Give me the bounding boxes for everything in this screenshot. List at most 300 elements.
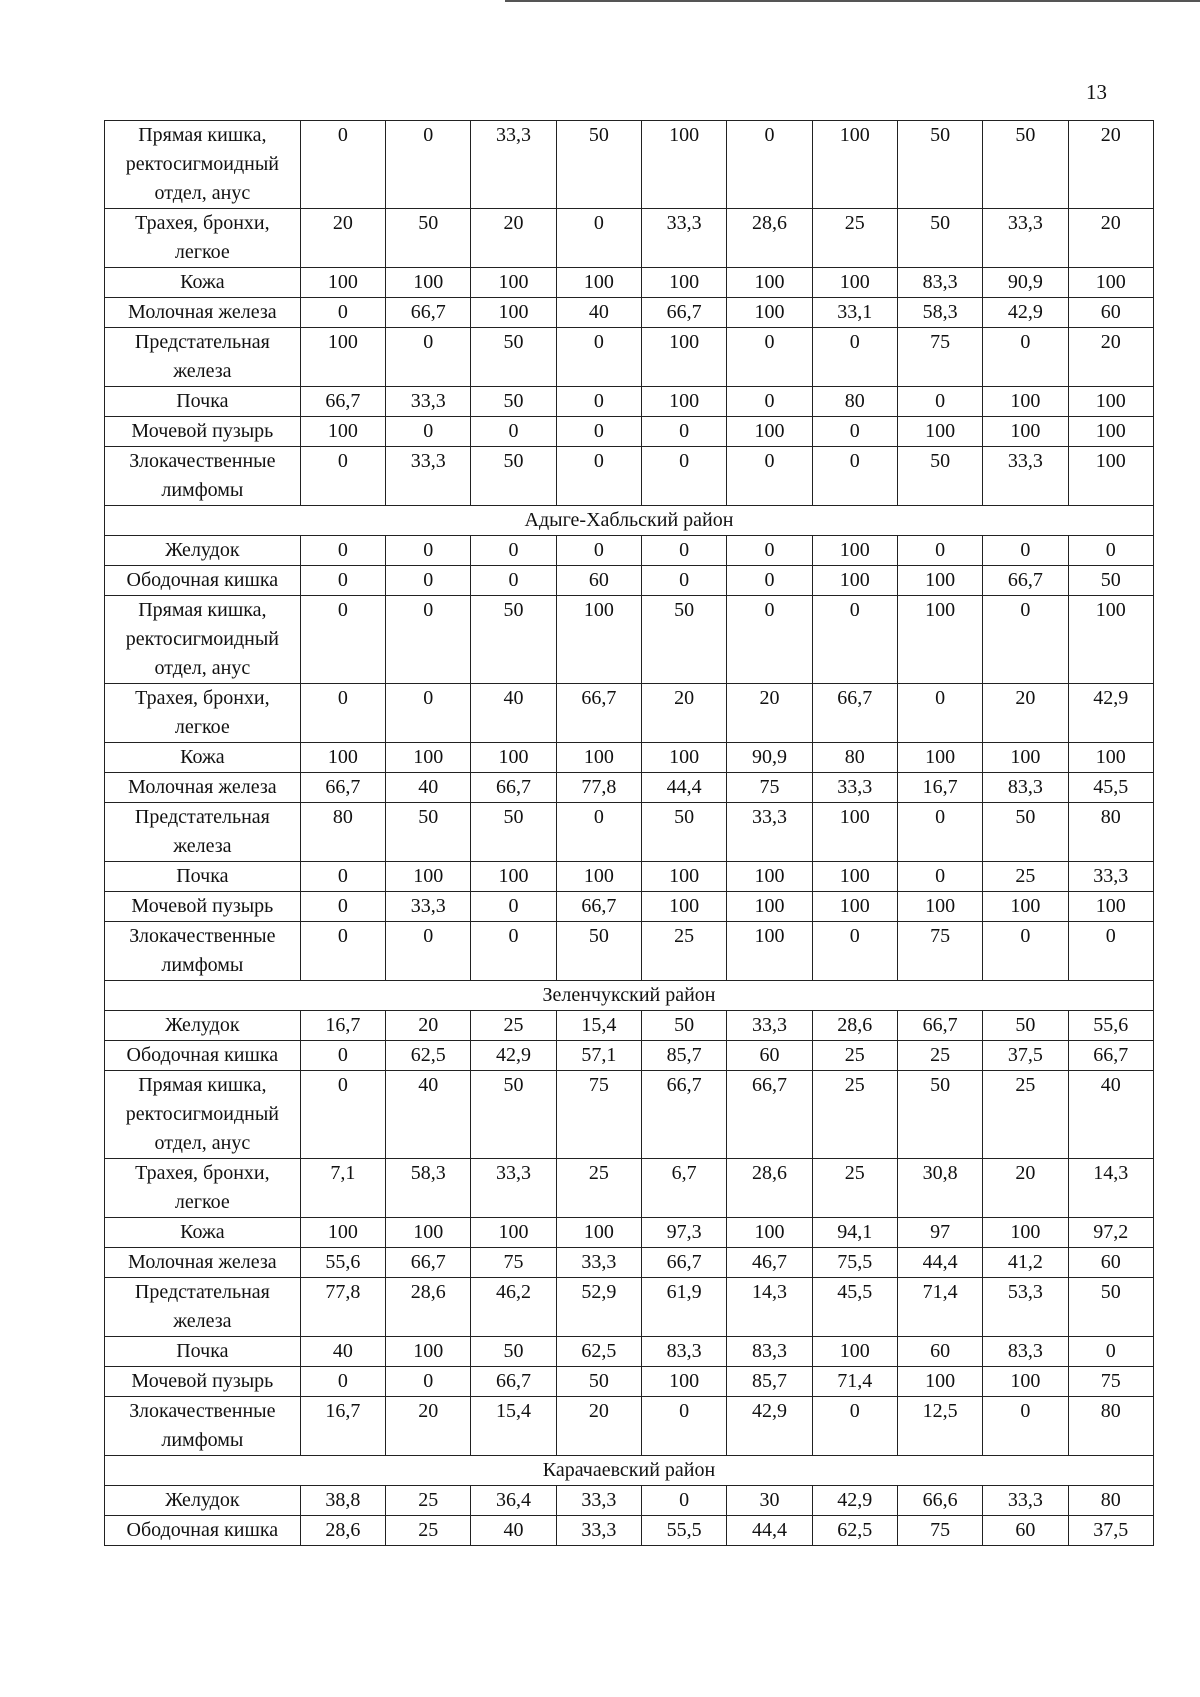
table-cell: 90,9 [727, 743, 812, 773]
table-cell: 50 [556, 922, 641, 981]
table-cell: 0 [386, 417, 471, 447]
table-cell: 33,3 [556, 1248, 641, 1278]
table-cell: 20 [983, 1159, 1068, 1218]
statistics-table [104, 120, 1154, 1546]
row-label: Желудок [105, 1011, 301, 1041]
table-row [105, 1367, 1154, 1397]
table-cell: 33,3 [727, 803, 812, 862]
table-cell: 20 [386, 1011, 471, 1041]
row-label: Трахея, бронхи, легкое [105, 209, 301, 268]
table-cell: 0 [812, 922, 897, 981]
table-cell: 80 [1068, 803, 1153, 862]
table-cell: 25 [812, 1041, 897, 1071]
table-cell: 100 [812, 566, 897, 596]
table-cell: 100 [556, 1218, 641, 1248]
table-cell: 100 [471, 298, 556, 328]
table-cell: 0 [641, 417, 726, 447]
table-cell: 0 [897, 803, 982, 862]
table-cell: 60 [556, 566, 641, 596]
table-cell: 33,3 [727, 1011, 812, 1041]
table-cell: 20 [727, 684, 812, 743]
table-cell: 100 [386, 743, 471, 773]
table-cell: 42,9 [471, 1041, 556, 1071]
table-cell: 25 [983, 862, 1068, 892]
table-cell: 80 [1068, 1486, 1153, 1516]
table-cell: 33,3 [641, 209, 726, 268]
table-cell: 40 [386, 1071, 471, 1159]
table-cell: 100 [812, 803, 897, 862]
table-cell: 0 [556, 209, 641, 268]
table-cell: 83,3 [727, 1337, 812, 1367]
table-cell: 66,7 [983, 566, 1068, 596]
table-cell: 55,5 [641, 1516, 726, 1546]
table-cell: 0 [300, 536, 385, 566]
table-cell: 60 [727, 1041, 812, 1071]
table-cell: 33,3 [471, 1159, 556, 1218]
table-cell: 85,7 [727, 1367, 812, 1397]
table-cell: 50 [641, 803, 726, 862]
table-cell: 100 [727, 892, 812, 922]
table-cell: 28,6 [812, 1011, 897, 1041]
table-cell: 83,3 [897, 268, 982, 298]
table-cell: 100 [983, 387, 1068, 417]
table-cell: 16,7 [300, 1011, 385, 1041]
table-cell: 94,1 [812, 1218, 897, 1248]
table-cell: 58,3 [386, 1159, 471, 1218]
table-cell: 33,3 [983, 447, 1068, 506]
table-cell: 0 [386, 328, 471, 387]
table-row [105, 1218, 1154, 1248]
table-cell: 6,7 [641, 1159, 726, 1218]
table-cell: 80 [812, 387, 897, 417]
row-label: Злокачественные лимфомы [105, 447, 301, 506]
table-cell: 50 [471, 803, 556, 862]
table-cell: 100 [812, 268, 897, 298]
table-cell: 100 [897, 892, 982, 922]
table-cell: 25 [556, 1159, 641, 1218]
table-cell: 0 [300, 447, 385, 506]
table-cell: 75 [471, 1248, 556, 1278]
table-cell: 0 [300, 862, 385, 892]
table-cell: 0 [300, 596, 385, 684]
table-cell: 57,1 [556, 1041, 641, 1071]
row-label: Ободочная кишка [105, 1041, 301, 1071]
table-cell: 0 [300, 1071, 385, 1159]
table-cell: 100 [300, 1218, 385, 1248]
table-cell: 33,3 [386, 387, 471, 417]
row-label: Ободочная кишка [105, 566, 301, 596]
table-cell: 50 [1068, 566, 1153, 596]
table-cell: 33,3 [386, 447, 471, 506]
table-cell: 62,5 [386, 1041, 471, 1071]
table-cell: 77,8 [300, 1278, 385, 1337]
table-cell: 45,5 [812, 1278, 897, 1337]
table-cell: 50 [556, 121, 641, 209]
table-cell: 85,7 [641, 1041, 726, 1071]
table-cell: 0 [983, 596, 1068, 684]
table-cell: 100 [471, 268, 556, 298]
table-cell: 50 [471, 328, 556, 387]
table-cell: 42,9 [983, 298, 1068, 328]
table-cell: 66,7 [641, 298, 726, 328]
table-row [105, 1159, 1154, 1218]
table-cell: 14,3 [1068, 1159, 1153, 1218]
table-cell: 61,9 [641, 1278, 726, 1337]
table-cell: 40 [1068, 1071, 1153, 1159]
table-cell: 100 [897, 417, 982, 447]
table-cell: 28,6 [727, 209, 812, 268]
row-label: Почка [105, 1337, 301, 1367]
table-cell: 33,3 [556, 1516, 641, 1546]
table-cell: 0 [300, 684, 385, 743]
table-cell: 28,6 [727, 1159, 812, 1218]
table-cell: 0 [983, 328, 1068, 387]
table-cell: 50 [471, 596, 556, 684]
table-cell: 100 [1068, 268, 1153, 298]
table-cell: 0 [812, 417, 897, 447]
table-cell: 0 [983, 1397, 1068, 1456]
row-label: Желудок [105, 536, 301, 566]
row-label: Желудок [105, 1486, 301, 1516]
table-cell: 16,7 [300, 1397, 385, 1456]
table-cell: 100 [556, 596, 641, 684]
table-cell: 0 [556, 447, 641, 506]
table-cell: 25 [983, 1071, 1068, 1159]
table-cell: 25 [812, 1071, 897, 1159]
table-cell: 100 [641, 892, 726, 922]
table-cell: 0 [556, 803, 641, 862]
table-cell: 16,7 [897, 773, 982, 803]
table-cell: 12,5 [897, 1397, 982, 1456]
table-cell: 40 [386, 773, 471, 803]
table-cell: 77,8 [556, 773, 641, 803]
table-cell: 66,7 [471, 1367, 556, 1397]
table-cell: 20 [300, 209, 385, 268]
table-cell: 0 [386, 922, 471, 981]
row-label: Злокачественные лимфомы [105, 1397, 301, 1456]
table-cell: 100 [1068, 387, 1153, 417]
table-cell: 37,5 [1068, 1516, 1153, 1546]
table-cell: 20 [556, 1397, 641, 1456]
table-cell: 0 [641, 1486, 726, 1516]
table-cell: 60 [983, 1516, 1068, 1546]
table-row [105, 773, 1154, 803]
table-cell: 100 [812, 892, 897, 922]
row-label: Кожа [105, 743, 301, 773]
table-cell: 33,3 [386, 892, 471, 922]
table-cell: 50 [471, 1071, 556, 1159]
table-row [105, 447, 1154, 506]
table-cell: 0 [897, 684, 982, 743]
table-row [105, 387, 1154, 417]
table-cell: 66,7 [641, 1248, 726, 1278]
table-cell: 28,6 [386, 1278, 471, 1337]
table-cell: 25 [812, 209, 897, 268]
table-row [105, 1337, 1154, 1367]
table-cell: 80 [300, 803, 385, 862]
table-cell: 50 [386, 803, 471, 862]
table-cell: 0 [300, 922, 385, 981]
table-cell: 100 [1068, 417, 1153, 447]
table-cell: 0 [386, 121, 471, 209]
table-cell: 0 [641, 536, 726, 566]
table-cell: 66,7 [471, 773, 556, 803]
table-cell: 0 [471, 922, 556, 981]
row-label: Молочная железа [105, 298, 301, 328]
table-cell: 50 [897, 209, 982, 268]
table-cell: 58,3 [897, 298, 982, 328]
table-cell: 46,7 [727, 1248, 812, 1278]
table-cell: 62,5 [812, 1516, 897, 1546]
table-cell: 100 [386, 1218, 471, 1248]
row-label: Прямая кишка, ректосигмоидный отдел, анус [105, 1071, 301, 1159]
table-cell: 0 [386, 684, 471, 743]
table-cell: 100 [727, 298, 812, 328]
table-cell: 100 [812, 536, 897, 566]
table-cell: 20 [641, 684, 726, 743]
row-label: Кожа [105, 268, 301, 298]
table-cell: 60 [1068, 1248, 1153, 1278]
table-cell: 66,7 [897, 1011, 982, 1041]
table-cell: 100 [386, 1337, 471, 1367]
table-cell: 40 [300, 1337, 385, 1367]
table-cell: 45,5 [1068, 773, 1153, 803]
table-cell: 100 [641, 743, 726, 773]
table-cell: 50 [471, 447, 556, 506]
row-label: Прямая кишка, ректосигмоидный отдел, анус [105, 121, 301, 209]
table-row [105, 684, 1154, 743]
table-cell: 25 [386, 1516, 471, 1546]
row-label: Молочная железа [105, 1248, 301, 1278]
row-label: Предстательная железа [105, 1278, 301, 1337]
table-cell: 100 [727, 417, 812, 447]
table-cell: 7,1 [300, 1159, 385, 1218]
section-header-row [105, 506, 1154, 536]
table-cell: 75 [556, 1071, 641, 1159]
table-cell: 100 [812, 1337, 897, 1367]
table-cell: 83,3 [983, 773, 1068, 803]
table-cell: 97,3 [641, 1218, 726, 1248]
table-cell: 44,4 [727, 1516, 812, 1546]
table-cell: 100 [812, 121, 897, 209]
table-cell: 75,5 [812, 1248, 897, 1278]
table-cell: 33,1 [812, 298, 897, 328]
table-cell: 0 [812, 596, 897, 684]
table-cell: 50 [471, 387, 556, 417]
table-cell: 50 [556, 1367, 641, 1397]
table-row [105, 1071, 1154, 1159]
table-cell: 37,5 [983, 1041, 1068, 1071]
table-cell: 25 [897, 1041, 982, 1071]
table-cell: 0 [641, 1397, 726, 1456]
table-cell: 60 [897, 1337, 982, 1367]
table-cell: 44,4 [641, 773, 726, 803]
table-cell: 100 [897, 1367, 982, 1397]
table-cell: 42,9 [812, 1486, 897, 1516]
table-cell: 50 [471, 1337, 556, 1367]
table-cell: 0 [727, 328, 812, 387]
table-row [105, 121, 1154, 209]
table-row [105, 1248, 1154, 1278]
table-cell: 71,4 [897, 1278, 982, 1337]
table-cell: 66,6 [897, 1486, 982, 1516]
row-label: Молочная железа [105, 773, 301, 803]
table-cell: 100 [897, 596, 982, 684]
table-cell: 50 [983, 803, 1068, 862]
row-label: Кожа [105, 1218, 301, 1248]
table-cell: 100 [1068, 596, 1153, 684]
table-cell: 0 [386, 596, 471, 684]
row-label: Мочевой пузырь [105, 1367, 301, 1397]
table-cell: 50 [641, 596, 726, 684]
table-row [105, 328, 1154, 387]
table-cell: 75 [897, 922, 982, 981]
table-cell: 100 [300, 268, 385, 298]
table-cell: 15,4 [471, 1397, 556, 1456]
table-row [105, 803, 1154, 862]
table-cell: 15,4 [556, 1011, 641, 1041]
table-cell: 20 [983, 684, 1068, 743]
table-cell: 0 [556, 417, 641, 447]
table-cell: 0 [1068, 1337, 1153, 1367]
row-label: Мочевой пузырь [105, 417, 301, 447]
table-cell: 100 [641, 1367, 726, 1397]
table-cell: 50 [641, 1011, 726, 1041]
table-cell: 40 [471, 684, 556, 743]
table-cell: 0 [300, 892, 385, 922]
table-row [105, 1486, 1154, 1516]
table-cell: 55,6 [1068, 1011, 1153, 1041]
table-cell: 80 [1068, 1397, 1153, 1456]
scan-edge-line [505, 0, 1200, 2]
table-row [105, 417, 1154, 447]
table-cell: 0 [983, 922, 1068, 981]
table-row [105, 298, 1154, 328]
table-cell: 100 [641, 268, 726, 298]
table-cell: 25 [386, 1486, 471, 1516]
table-cell: 83,3 [983, 1337, 1068, 1367]
table-row [105, 1278, 1154, 1337]
table-cell: 100 [300, 328, 385, 387]
table-cell: 0 [1068, 922, 1153, 981]
table-row [105, 922, 1154, 981]
table-cell: 0 [386, 566, 471, 596]
table-cell: 71,4 [812, 1367, 897, 1397]
table-cell: 0 [727, 566, 812, 596]
table-cell: 100 [386, 268, 471, 298]
table-row [105, 1041, 1154, 1071]
table-cell: 30,8 [897, 1159, 982, 1218]
table-cell: 40 [471, 1516, 556, 1546]
table-cell: 52,9 [556, 1278, 641, 1337]
table-cell: 0 [300, 121, 385, 209]
table-cell: 0 [727, 387, 812, 417]
table-cell: 0 [471, 892, 556, 922]
table-cell: 100 [897, 566, 982, 596]
table-cell: 0 [471, 536, 556, 566]
table-cell: 50 [1068, 1278, 1153, 1337]
table-cell: 33,3 [471, 121, 556, 209]
table-cell: 33,3 [812, 773, 897, 803]
table-cell: 97,2 [1068, 1218, 1153, 1248]
table-cell: 0 [897, 536, 982, 566]
table-cell: 0 [727, 596, 812, 684]
table-cell: 66,7 [556, 892, 641, 922]
row-label: Прямая кишка, ректосигмоидный отдел, анус [105, 596, 301, 684]
table-cell: 100 [556, 268, 641, 298]
table-cell: 33,3 [1068, 862, 1153, 892]
table-cell: 33,3 [556, 1486, 641, 1516]
table-cell: 62,5 [556, 1337, 641, 1367]
table-cell: 0 [386, 1367, 471, 1397]
table-cell: 66,7 [386, 298, 471, 328]
section-title: Зеленчукский район [105, 981, 1154, 1011]
row-label: Трахея, бронхи, легкое [105, 684, 301, 743]
table-cell: 100 [727, 268, 812, 298]
table-cell: 100 [300, 417, 385, 447]
table-cell: 50 [983, 1011, 1068, 1041]
table-cell: 100 [897, 743, 982, 773]
table-cell: 41,2 [983, 1248, 1068, 1278]
table-cell: 100 [556, 743, 641, 773]
table-cell: 0 [300, 566, 385, 596]
row-label: Почка [105, 387, 301, 417]
table-cell: 100 [641, 387, 726, 417]
table-cell: 50 [897, 447, 982, 506]
table-cell: 100 [983, 417, 1068, 447]
table-cell: 36,4 [471, 1486, 556, 1516]
table-cell: 100 [1068, 447, 1153, 506]
table-cell: 20 [386, 1397, 471, 1456]
row-label: Почка [105, 862, 301, 892]
table-cell: 100 [727, 862, 812, 892]
table-cell: 66,7 [556, 684, 641, 743]
table-cell: 0 [727, 536, 812, 566]
table-cell: 100 [727, 1218, 812, 1248]
table-cell: 100 [641, 121, 726, 209]
table-cell: 100 [641, 328, 726, 387]
table-row [105, 566, 1154, 596]
table-cell: 50 [983, 121, 1068, 209]
table-row [105, 1516, 1154, 1546]
table-cell: 66,7 [300, 387, 385, 417]
table-cell: 38,8 [300, 1486, 385, 1516]
table-cell: 44,4 [897, 1248, 982, 1278]
table-cell: 0 [386, 536, 471, 566]
table-cell: 100 [983, 1367, 1068, 1397]
table-cell: 0 [471, 566, 556, 596]
table-cell: 75 [897, 1516, 982, 1546]
table-cell: 66,7 [641, 1071, 726, 1159]
table-cell: 66,7 [1068, 1041, 1153, 1071]
table-cell: 66,7 [812, 684, 897, 743]
table-cell: 0 [641, 566, 726, 596]
section-header-row [105, 1456, 1154, 1486]
table-cell: 28,6 [300, 1516, 385, 1546]
table-cell: 100 [1068, 743, 1153, 773]
table-cell: 66,7 [300, 773, 385, 803]
table-row [105, 209, 1154, 268]
table-cell: 14,3 [727, 1278, 812, 1337]
table-cell: 100 [1068, 892, 1153, 922]
table-cell: 0 [300, 1041, 385, 1071]
table-cell: 42,9 [1068, 684, 1153, 743]
table-cell: 0 [812, 328, 897, 387]
row-label: Предстательная железа [105, 803, 301, 862]
table-cell: 25 [471, 1011, 556, 1041]
table-cell: 46,2 [471, 1278, 556, 1337]
table-cell: 20 [471, 209, 556, 268]
